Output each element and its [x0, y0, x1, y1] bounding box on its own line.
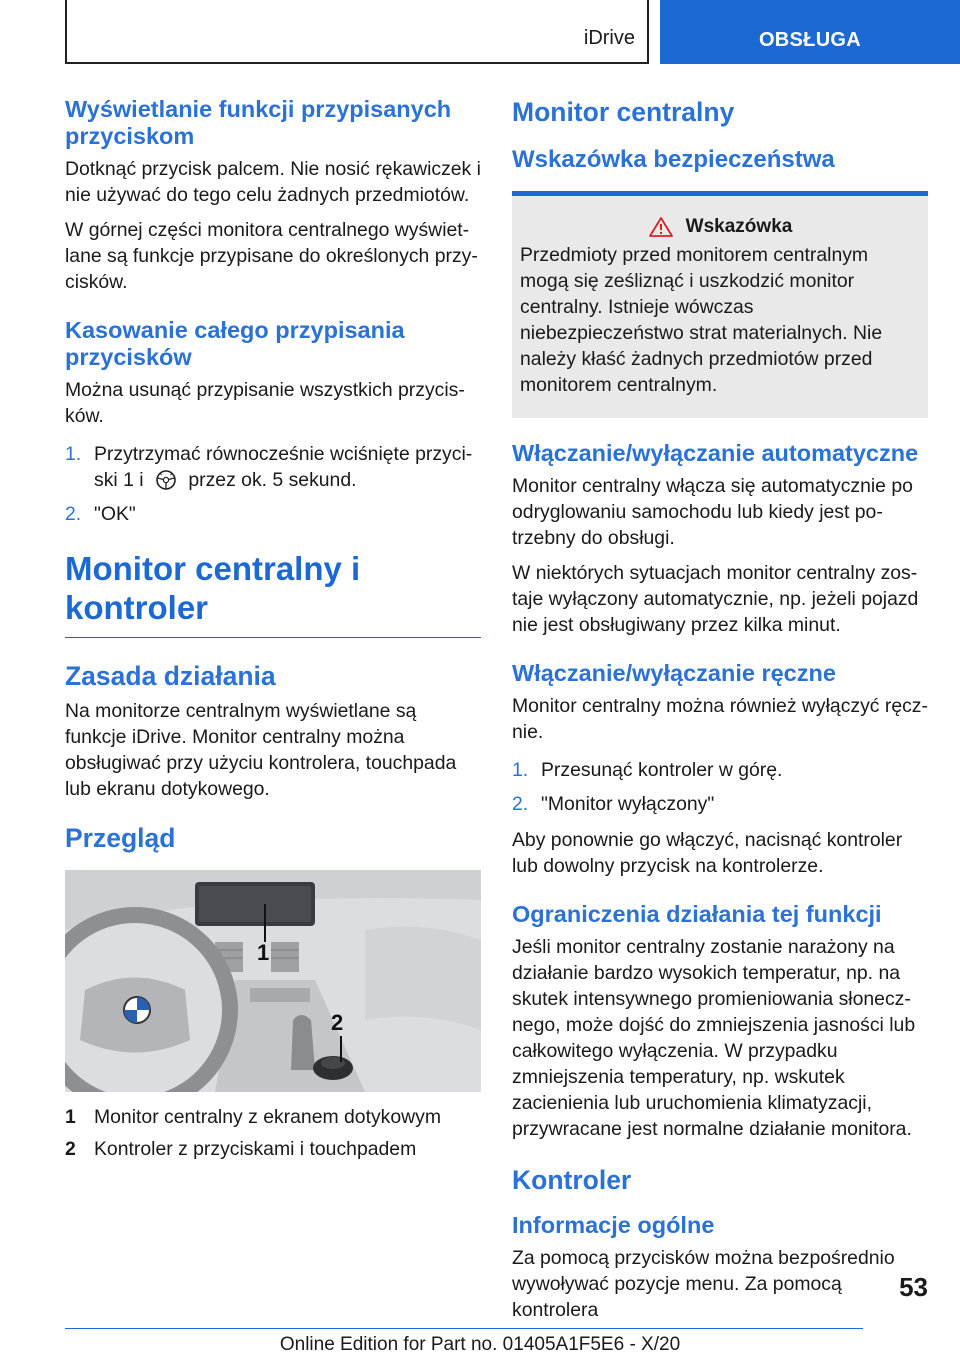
- paragraph-manual-2: Aby ponownie go włączyć, nacisnąć kontroler lub dowolny przycisk na kontrolerze.: [512, 829, 903, 877]
- figure-legend-row: [65, 1104, 481, 1130]
- list-item: [512, 757, 928, 783]
- left-column: [65, 96, 481, 1168]
- callout-number: 2: [331, 1010, 344, 1035]
- warning-title: Wskazówka: [685, 216, 793, 237]
- manual-steps-list: [512, 757, 928, 817]
- step-text: Przesunąć kontroler w górę.: [541, 759, 783, 781]
- footer-edition: Online Edition for Part no. 01405A1F5E6 - X/20: [279, 1334, 681, 1355]
- step-number: 1.: [65, 443, 82, 465]
- legend-text: Monitor centralny z ekranem dotykowym: [94, 1106, 442, 1128]
- chapter-divider: [65, 637, 481, 638]
- warning-header: [520, 216, 920, 238]
- list-item: [65, 501, 481, 527]
- right-column: [512, 96, 928, 1332]
- list-item: [512, 791, 928, 817]
- heading-controller: Kontroler: [512, 1165, 632, 1195]
- heading-limits: Ograniczenia działania tej funkcji: [512, 901, 882, 927]
- warning-text: Przedmioty przed monitorem centralnym mogą się ześliznąć i uszkodzić monitor centralny. Istnieje wówczas niebezpieczeństwo strat materialnych. Nie należy kłaść żadnych przedmiotów przed monitorem centralnym.: [520, 244, 883, 396]
- paragraph-manual: Monitor centralny można również wyłączyć ręcznie.: [512, 695, 928, 743]
- step-text: [94, 441, 481, 493]
- page-number: 53: [899, 1272, 928, 1302]
- legend-number: 2: [65, 1138, 76, 1160]
- heading-delete-assignment: Kasowanie całego przypisania przycisków: [65, 317, 405, 370]
- paragraph-principle: Na monitorze centralnym wyświetlane są funkcje iDrive. Monitor centralny można obsługiwać przy użyciu kontrolera, touchpada lub ekranu dotykowego.: [65, 700, 457, 800]
- heading-principle: Zasada działania: [65, 661, 276, 691]
- heading-overview: Przegląd: [65, 823, 176, 853]
- heading-safety: Wskazówka bezpieczeństwa: [512, 146, 835, 173]
- step-text-after: przez ok. 5 sekund.: [188, 469, 357, 491]
- cockpit-illustration: [65, 870, 481, 1092]
- step-number: 2.: [512, 793, 529, 815]
- warning-triangle-icon: [648, 216, 674, 238]
- heading-auto-onoff: Włączanie/wyłączanie automatyczne: [512, 440, 919, 466]
- paragraph-auto-2: W niektórych sytuacjach monitor centralny zostaje wyłączony automatycznie, np. jeżeli pojazd nie jest obsługiwany przez kilka minut.: [512, 562, 919, 636]
- callout-number: 1: [257, 940, 270, 965]
- legend-number: 1: [65, 1106, 76, 1128]
- paragraph-delete: Można usunąć przypisanie wszystkich przycisków.: [65, 379, 465, 427]
- chapter-title: Monitor centralny i kontroler: [65, 550, 361, 626]
- heading-general-info: Informacje ogólne: [512, 1212, 715, 1238]
- paragraph-assign-1: Dotknąć przycisk palcem. Nie nosić rękawiczek i nie używać do tego celu żadnych przedmiotów.: [65, 158, 481, 206]
- heading-monitor: Monitor centralny: [512, 97, 735, 127]
- footer-divider: [65, 1328, 863, 1329]
- header-chapter-label: OBSŁUGA: [758, 29, 862, 51]
- step-number: 1.: [512, 759, 529, 781]
- heading-assign-display: Wyświetlanie funkcji przypisanych przyciskom: [65, 96, 452, 149]
- warning-box: [512, 191, 928, 418]
- legend-text: Kontroler z przyciskami i touchpadem: [94, 1138, 417, 1160]
- heading-manual-onoff: Włączanie/wyłączanie ręczne: [512, 660, 836, 686]
- step-text-before: Przytrzymać równocześnie wciśnięte przyciski 1 i: [94, 443, 473, 491]
- header-chapter-tab: [660, 0, 960, 64]
- paragraph-auto-1: Monitor centralny włącza się automatycznie po odryglowaniu samochodu lub kiedy jest potrzebny do obsługi.: [512, 475, 913, 549]
- steering-wheel-icon: [151, 469, 181, 491]
- delete-steps-list: [65, 441, 481, 527]
- step-text: "Monitor wyłączony": [541, 793, 715, 815]
- step-text: "OK": [94, 503, 136, 525]
- header-section-box: [65, 0, 649, 64]
- list-item: [65, 441, 481, 493]
- header-section-label: iDrive: [583, 27, 635, 49]
- figure-legend-row: [65, 1136, 481, 1162]
- step-number: 2.: [65, 503, 82, 525]
- cockpit-figure: [65, 870, 481, 1092]
- paragraph-assign-2: W górnej części monitora centralnego wyświetlane są funkcje przypisane do określonych przycisków.: [65, 219, 478, 293]
- paragraph-general: Za pomocą przycisków można bezpośrednio wywoływać pozycje menu. Za pomocą kontrolera: [512, 1247, 895, 1321]
- paragraph-limits: Jeśli monitor centralny zostanie narażony na działanie bardzo wysokich temperatur, np. na skutek intensywnego promieniowania słonecznego, może dojść do zmniejszenia jasności lub całkowitego wyłączenia. W przypadku zmniejszenia temperatury, np. wskutek zacienienia lub uruchomienia klimatyzacji, przywracane jest normalne działanie monitora.: [512, 936, 916, 1140]
